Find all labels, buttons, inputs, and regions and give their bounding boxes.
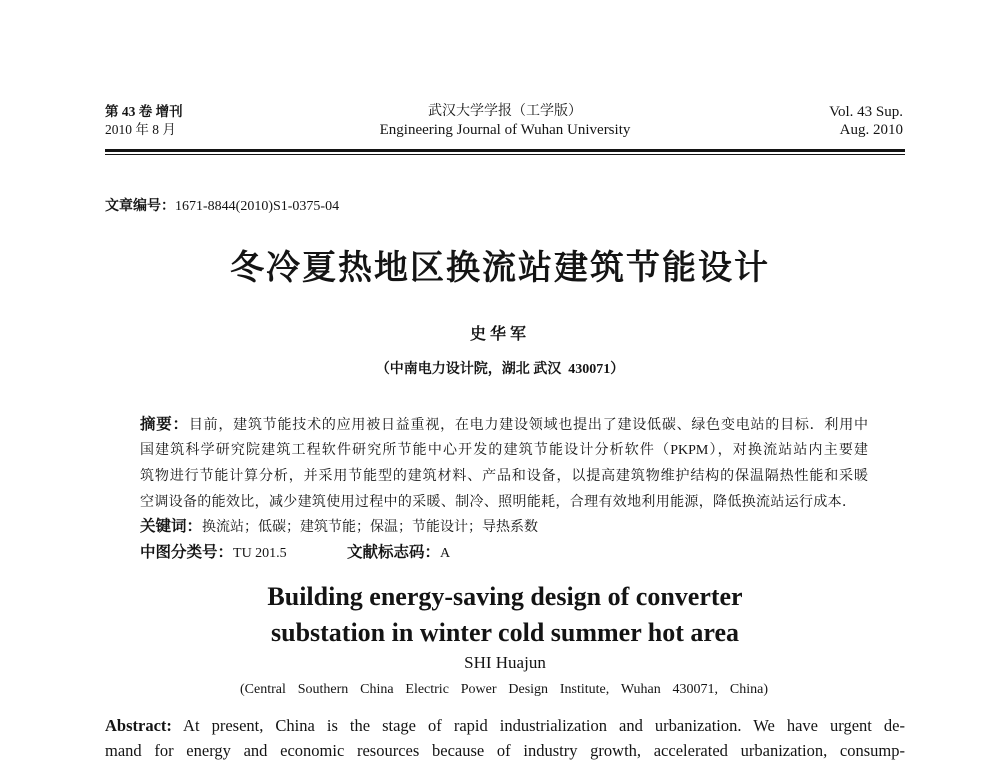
volume-info-cn: 第 43 卷 增刊 (105, 104, 183, 119)
paper-title-en-line: Building energy-saving design of converter (267, 582, 743, 611)
abstract-cn-text: 目前，建筑节能技术的应用被日益重视，在电力建设领域也提出了建设低碳、绿色变电站的目标．利用中 (188, 418, 868, 433)
author-affiliation-cn: （中南电力设计院，湖北 武汉 430071） (375, 362, 625, 377)
article-number-value: 1671-8844(2010)S1-0375-04 (175, 199, 340, 214)
header-journal (330, 103, 680, 139)
abstract-label-cn: 摘要： (140, 416, 189, 433)
issue-date-cn: 2010 年 8 月 (105, 122, 176, 137)
keywords-value: 换流站；低碳；建筑节能；保温；节能设计；导热系数 (202, 520, 539, 535)
journal-name-en: Engineering Journal of Wuhan University (379, 122, 631, 138)
document-code-value: A (440, 546, 451, 561)
author-affiliation-en: (Central Southern China Electric Power Design Institute, Wuhan 430071, China) (240, 682, 768, 697)
classification-label: 中图分类号： (140, 544, 234, 561)
header-rule-thick (105, 149, 905, 152)
paper-title-en-line: substation in winter cold summer hot area (270, 618, 740, 647)
abstract-en-text: At present, China is the stage of rapid industrialization and urbanization. We have urgent de- (183, 716, 905, 735)
article-number (105, 199, 339, 215)
keywords-cn (140, 514, 538, 540)
header-left (105, 103, 183, 139)
paper-title-cn: 冬冷夏热地区换流站建筑节能设计 (230, 248, 770, 288)
author-name-en: SHI Huajun (464, 653, 546, 672)
article-number-label: 文章编号： (105, 199, 175, 214)
header-rule-thin (105, 154, 905, 155)
journal-name-cn: 武汉大学学报（工学版） (428, 104, 582, 119)
abstract-en-line (105, 716, 905, 735)
abstract-cn-line: 空调设备的能效比，减少建筑使用过程中的采暖、制冷、照明能耗，合理有效地利用能源，降低换流站运行成本． (140, 495, 856, 510)
document-code (347, 540, 450, 566)
volume-info-en: Vol. 43 Sup. (829, 104, 903, 120)
abstract-en-line: mand for energy and economic resources because of industry growth, accelerated urbanization, consump- (105, 741, 905, 760)
abstract-cn-line: 筑物进行节能计算分析，并采用节能型的建筑材料、产品和设备，以提高建筑物维护结构的保温隔热性能和采暖 (140, 469, 868, 484)
abstract-label-en: Abstract: (105, 716, 172, 735)
paper-title-en (10, 579, 1000, 651)
classification-value: TU 201.5 (233, 546, 287, 561)
author-name-cn: 史华军 (469, 326, 530, 343)
abstract-cn-line (140, 412, 868, 438)
classification-number (140, 540, 287, 566)
header-right (829, 103, 903, 139)
abstract-cn-line: 国建筑科学研究院建筑工程软件研究所节能中心开发的建筑节能设计分析软件（PKPM），对换流站站内主要建 (140, 443, 868, 458)
document-code-label: 文献标志码： (347, 544, 441, 561)
issue-date-en: Aug. 2010 (839, 122, 903, 138)
keywords-label: 关键词： (140, 518, 203, 535)
